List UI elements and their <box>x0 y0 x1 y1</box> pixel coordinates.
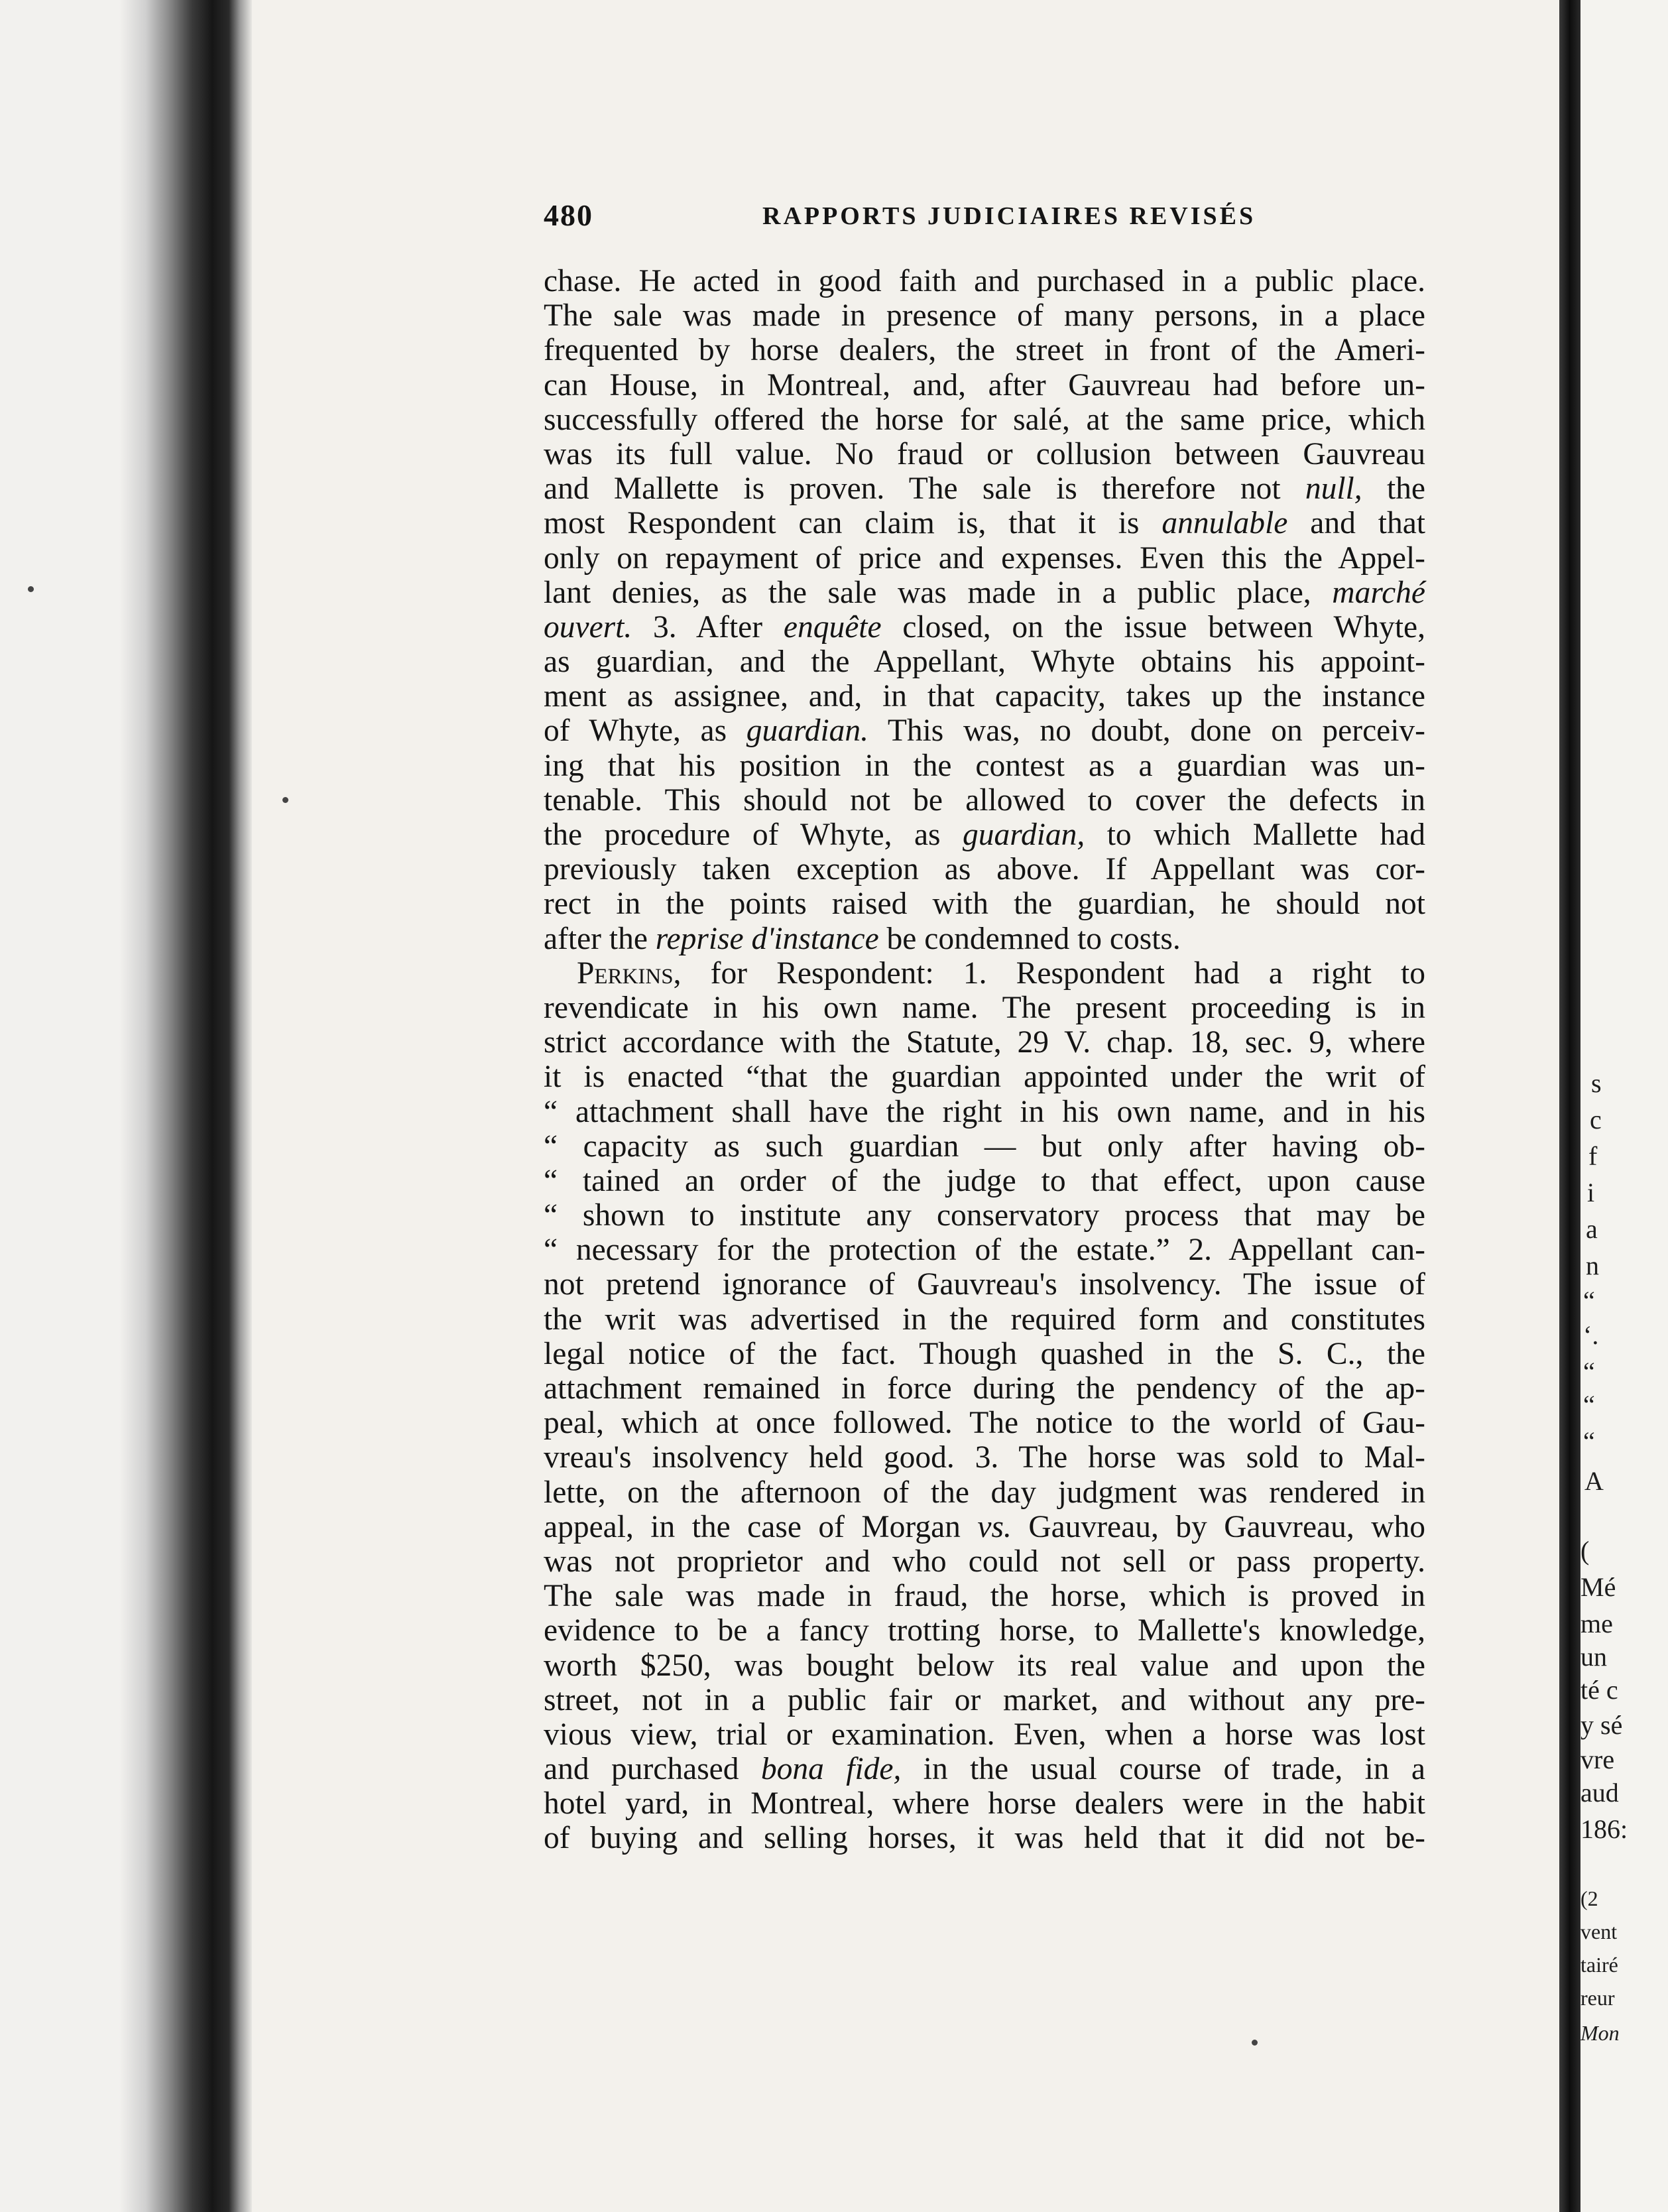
text-line: tenable. This should not be allowed to cover the defects in <box>544 782 1425 818</box>
text-line: lant denies, as the sale was made in a public place, marché <box>544 575 1425 610</box>
facing-page-fragment: “ <box>1583 1286 1595 1316</box>
speck-mark <box>282 797 288 803</box>
facing-page-fragment: vre <box>1580 1745 1615 1774</box>
book-gutter <box>0 0 252 2212</box>
facing-page-fragment: a <box>1586 1214 1598 1244</box>
facing-page-fragment: té c <box>1580 1675 1618 1705</box>
text-line: strict accordance with the Statute, 29 V. chap. 18, sec. 9, where <box>544 1025 1425 1060</box>
text-line: “ tained an order of the judge to that effect, upon cause <box>544 1163 1425 1198</box>
text-line: worth $250, was bought below its real value and upon the <box>544 1648 1425 1683</box>
text-line: Perkins, for Respondent: 1. Respondent had a right to <box>577 955 1425 991</box>
facing-page-fragment: ( <box>1580 1536 1590 1566</box>
facing-page-fragment: s <box>1591 1068 1602 1098</box>
text-line: chase. He acted in good faith and purchased in a public place. <box>544 264 1425 298</box>
facing-page-fragment: 186: <box>1580 1814 1628 1844</box>
text-line: street, not in a public fair or market, and without any pre- <box>544 1682 1425 1717</box>
text-line: ing that his position in the contest as a guardian was un- <box>544 748 1425 783</box>
text-line: “ attachment shall have the right in his own name, and in his <box>544 1094 1425 1129</box>
body-text <box>544 264 1425 1856</box>
text-line: appeal, in the case of Morgan vs. Gauvreau, by Gauvreau, who <box>544 1509 1425 1544</box>
text-line: can House, in Montreal, and, after Gauvreau had before un- <box>544 367 1425 402</box>
text-line: previously taken exception as above. If Appellant was cor- <box>544 852 1425 887</box>
text-line: most Respondent can claim is, that it is annulable and that <box>544 506 1425 541</box>
text-line: hotel yard, in Montreal, where horse dealers were in the habit <box>544 1786 1425 1821</box>
text-line: ment as assignee, and, in that capacity, takes up the instance <box>544 679 1425 714</box>
text-line: frequented by horse dealers, the street in front of the Ameri- <box>544 333 1425 368</box>
speck-mark <box>1252 2040 1258 2046</box>
page-number: 480 <box>544 198 593 232</box>
text-line: the procedure of Whyte, as guardian, to which Mallette had <box>544 818 1425 852</box>
text-line: as guardian, and the Appellant, Whyte obtains his appoint- <box>544 645 1425 680</box>
text-line: peal, which at once followed. The notice to the world of Gau- <box>544 1406 1425 1441</box>
text-line: lette, on the afternoon of the day judgment was rendered in <box>544 1475 1425 1510</box>
facing-page-fragment: ‘. <box>1583 1320 1599 1350</box>
facing-page-fragment: aud <box>1580 1778 1619 1808</box>
text-line: The sale was made in presence of many persons, in a place <box>544 298 1425 334</box>
text-line: only on repayment of price and expenses. Even this the Appel- <box>544 540 1425 576</box>
speck-mark <box>28 586 34 592</box>
facing-page-fragment: “ <box>1583 1390 1595 1420</box>
facing-page-fragment: (2 <box>1580 1886 1598 1910</box>
facing-page-fragment: i <box>1587 1178 1595 1207</box>
facing-page-fragment: Mé <box>1580 1572 1616 1602</box>
facing-page-fragment: n <box>1586 1251 1599 1280</box>
facing-page-fragment: “ <box>1583 1426 1595 1456</box>
page-header <box>544 198 1425 237</box>
text-line: and Mallette is proven. The sale is therefore not null, the <box>544 471 1425 507</box>
text-line: vious view, trial or examination. Even, when a horse was lost <box>544 1717 1425 1752</box>
facing-page-fragment: y sé <box>1580 1710 1623 1740</box>
text-line: rect in the points raised with the guardian, he should not <box>544 887 1425 922</box>
facing-page <box>1580 0 1668 2212</box>
facing-page-edge <box>1559 0 1580 2212</box>
text-line: after the reprise d'instance be condemned to costs. <box>544 921 1181 956</box>
text-line: “ capacity as such guardian — but only after having ob- <box>544 1129 1425 1164</box>
text-line: attachment remained in force during the pendency of the ap- <box>544 1371 1425 1406</box>
text-line: and purchased bona fide, in the usual course of trade, in a <box>544 1752 1425 1787</box>
text-line: vreau's insolvency held good. 3. The horse was sold to Mal- <box>544 1440 1425 1475</box>
facing-page-fragment: f <box>1588 1141 1598 1171</box>
facing-page-fragment: “ <box>1583 1357 1595 1386</box>
text-line: evidence to be a fancy trotting horse, to Mallette's knowledge, <box>544 1613 1425 1648</box>
text-line: ouvert. 3. After enquête closed, on the issue between Whyte, <box>544 609 1425 645</box>
text-line: of Whyte, as guardian. This was, no doubt, done on perceiv- <box>544 713 1425 749</box>
facing-page-fragment: A <box>1584 1466 1604 1496</box>
text-line: was its full value. No fraud or collusion between Gauvreau <box>544 436 1425 471</box>
text-line: “ necessary for the protection of the estate.” 2. Appellant can- <box>544 1233 1425 1268</box>
text-line: successfully offered the horse for salé, at the same price, which <box>544 402 1425 437</box>
text-line: revendicate in his own name. The present proceeding is in <box>544 990 1425 1025</box>
facing-page-fragment: Mon <box>1580 2021 1620 2045</box>
text-line: legal notice of the fact. Though quashed in the S. C., the <box>544 1336 1425 1371</box>
facing-page-fragment: un <box>1580 1642 1607 1672</box>
text-line: not pretend ignorance of Gauvreau's insolvency. The issue of <box>544 1267 1425 1302</box>
facing-page-fragment: reur <box>1580 1986 1615 2010</box>
facing-page-fragment: tairé <box>1580 1953 1618 1977</box>
text-line: it is enacted “that the guardian appointed under the writ of <box>544 1060 1425 1095</box>
facing-page-fragment: me <box>1580 1609 1613 1638</box>
text-line: The sale was made in fraud, the horse, which is proved in <box>544 1579 1425 1614</box>
text-line: the writ was advertised in the required form and constitutes <box>544 1302 1425 1337</box>
running-head: RAPPORTS JUDICIAIRES REVISÉS <box>762 202 1256 230</box>
facing-page-fragment: vent <box>1580 1920 1618 1943</box>
text-line: of buying and selling horses, it was held that it did not be- <box>544 1821 1425 1856</box>
text-line: was not proprietor and who could not sell or pass property. <box>544 1544 1425 1579</box>
text-line: “ shown to institute any conservatory process that may be <box>544 1198 1425 1233</box>
facing-page-fragment: c <box>1590 1105 1602 1135</box>
